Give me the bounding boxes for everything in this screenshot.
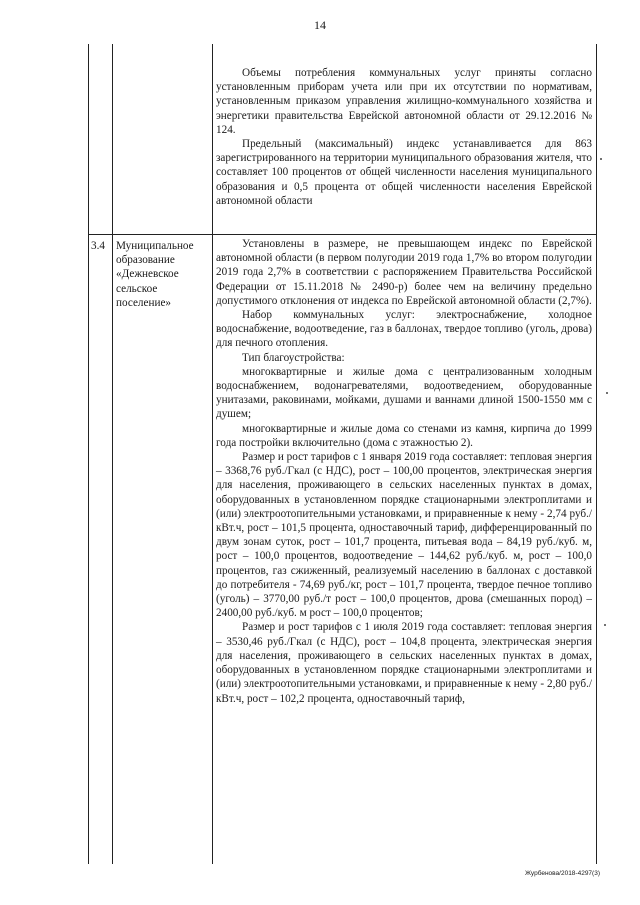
scan-speck <box>600 158 602 160</box>
column-divider-name <box>212 44 213 864</box>
paragraph: Объемы потребления коммунальных услуг приняты согласно установленным приборам учета или при их отсутствии по нормативам, установленным приказом управления жилищно-коммунального хозяйства и энергетики правительства Еврейской автономной области от 29.12.2016 № 124. <box>216 67 592 136</box>
row-number: 3.4 <box>91 240 105 252</box>
page-number: 14 <box>314 18 326 32</box>
scan-speck <box>604 624 606 626</box>
paragraph: Предельный (максимальный) индекс устанавливается для 863 зарегистрированного на территории муниципального образования жителя, что составляет 100 процентов от общей численности населения муниципального образования и 0,5 процента от общей численности населения Еврейской автономной области <box>216 138 592 207</box>
row-3-4-text <box>216 237 592 706</box>
paragraph: Размер и рост тарифов с 1 января 2019 года составляет: тепловая энергия – 3368,76 руб./Гкал (с НДС), рост – 100,00 процентов, электрическая энергия для населения, проживающего в сельских населенных пунктах в домах, оборудованных в установленном порядке стационарными электроплитами и (или) электроотопительными установками, и приравненные к нему - 2,74 руб./кВт.ч, рост – 101,5 процента, одноставочный тариф, дифференцированный по двум зонам суток, рост – 101,7 процента, питьевая вода – 84,19 руб./куб. м, рост – 100,0 процентов, водоотведение – 144,62 руб./куб. м, рост – 100,0 процентов, газ сжиженный, реализуемый населению в баллонах с доставкой до потребителя - 74,69 руб./кг, рост – 101,7 процента, твердое печное топливо (уголь) – 3770,00 руб./т рост – 100,0 процентов, дрова (смешанных пород) – 2400,00 руб./куб. м рост – 100,0 процентов; <box>216 451 592 620</box>
document-id-note: Журбенова/2018-4297(3) <box>524 870 600 877</box>
column-divider-number <box>112 44 113 864</box>
row-divider <box>88 234 597 235</box>
paragraph: Размер и рост тарифов с 1 июля 2019 года составляет: тепловая энергия – 3530,46 руб./Гкал (с НДС), рост – 104,8 процента, электрическая энергия для населения, проживающего в сельских населенных пунктах в домах, оборудованных в установленном порядке стационарными электроплитами и (или) электроотопительными установками, и приравненные к нему - 2,80 руб./кВт.ч, рост – 102,2 процента, одноставочный тариф, <box>216 621 592 705</box>
table-border-right <box>596 44 597 864</box>
paragraph: многоквартирные и жилые дома с централизованным холодным водоснабжением, водонагревателями, водоотведением, оборудованные унитазами, раковинами, мойками, душами и ваннами длиной 1500-1550 мм с душем; <box>216 365 592 421</box>
paragraph: Установлены в размере, не превышающем индекс по Еврейской автономной области (в первом полугодии 2019 года 1,7% во втором полугодии 2019 года 2,7% в соответствии с распоряжением Правительства Российской Федерации от 15.11.2018 № 2490-р) более чем на величину предельно допустимого отклонения от индекса по Еврейской автономной области (2,7%). <box>216 238 592 307</box>
municipality-name: Муниципальное образование «Дежневское сельское поселение» <box>116 240 194 309</box>
table-border-left <box>88 44 89 864</box>
paragraph: Тип благоустройства: <box>242 351 345 364</box>
scan-speck <box>606 392 608 394</box>
paragraph: многоквартирные и жилые дома со стенами из камня, кирпича до 1999 года постройки включительно (дома с этажностью 2). <box>216 422 592 449</box>
tariff-table <box>88 44 598 864</box>
previous-row-text <box>216 66 592 208</box>
paragraph: Набор коммунальных услуг: электроснабжение, холодное водоснабжение, водоотведение, газ в баллонах, твердое топливо (уголь, дрова) для печного отопления. <box>216 309 592 350</box>
